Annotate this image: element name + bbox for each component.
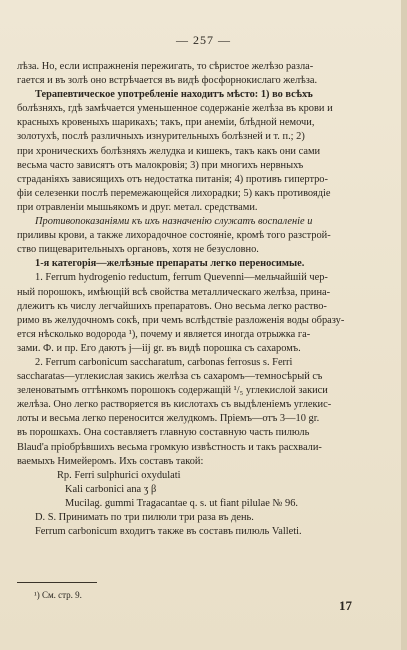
- text-line: римо въ желудочномъ сокѣ, при чемъ вслѣдствіе разложенія воды образу-: [17, 314, 345, 326]
- text-line: желѣза. Оно легко растворяется въ кислотахъ съ выдѣленіемъ углекис-: [17, 399, 332, 411]
- category-heading: 1-я категорія—желѣзные препараты легко переносимые.: [35, 258, 305, 270]
- section-heading-therapeutic-use: Терапевтическое употребленіе находитъ мѣсто: 1) во всѣхъ: [35, 89, 313, 101]
- text-line: ваемыхъ Нимейеромъ. Ихъ составъ такой:: [17, 455, 204, 467]
- prescription-line: Kali carbonici ana ʒ β: [65, 483, 157, 495]
- prescription-line: Rp. Ferri sulphurici oxydulati: [57, 469, 181, 481]
- text-line: приливы крови, а также лихорадочное состояніе, кромѣ того разстрой-: [17, 230, 331, 242]
- text-line: лоты и весьма легко переносится желудкомъ. Пріемъ—отъ 3—10 gr.: [17, 413, 320, 425]
- signature-mark: 17: [339, 598, 352, 613]
- text-line: золотухѣ, послѣ различныхъ изнурительныхъ болѣзней и т. п.; 2): [17, 131, 305, 143]
- text-line: весьма часто зависятъ отъ малокровія; 3) при многихъ нервныхъ: [17, 159, 304, 171]
- prescription-signa: D. S. Принимать по три пилюли три раза въ день.: [35, 512, 254, 523]
- text-line: зами. Ф. и пр. Его даютъ j—iij gr. въ видѣ порошка съ сахаромъ.: [17, 342, 301, 354]
- body-text: [17, 60, 392, 539]
- text-line: ство пищеварительныхъ органовъ, хотя не безусловно.: [17, 244, 259, 256]
- running-page-number: — 257 —: [176, 33, 231, 47]
- text-line: въ порошкахъ. Она составляетъ главную составную часть пилюль: [17, 427, 310, 439]
- text-line: красныхъ кровеныхъ шарикахъ; такъ, при анеміи, блѣдной немочи,: [17, 117, 315, 129]
- text-line: лѣза. Но, если испражненія пережигать, то сѣристое желѣзо разла-: [17, 61, 314, 72]
- text-line: страданіяхъ зависящихъ отъ недостатка питанія; 4) противъ гипертро-: [17, 173, 328, 185]
- text-line: saccharatas—углекислая закись желѣза съ сахаромъ—темносѣрый съ: [17, 371, 323, 383]
- text-line: гается и въ золѣ оно встрѣчается въ видѣ фосфорнокислаго желѣза.: [17, 75, 318, 87]
- item-1-ferrum-reductum: 1. Ferrum hydrogenio reductum, ferrum Quevennі—мельчайшій чер-: [35, 272, 328, 284]
- text-line: зеленоватымъ оттѣнкомъ порошокъ содержащій ¹/₅ углекислой закиси: [17, 385, 328, 397]
- text-line: при отравленіи мышьякомъ и друг. метал. средствами.: [17, 201, 258, 213]
- text-line: Blaud'а пріобрѣвшихъ весьма громкую извѣстность и такъ расхвали-: [17, 441, 322, 453]
- item-2-ferrum-carbonicum: 2. Ferrum carbonicum saccharatum, carbonas ferrosus s. Ferri: [35, 356, 293, 368]
- contraindications-paragraph: Противопоказаніями къ ихъ назначенію служатъ воспаленіе и: [35, 216, 313, 228]
- footnote: ¹) См. стр. 9.: [34, 590, 82, 600]
- text-line: фіи селезенки послѣ перемежающейся лихорадки; 5) какъ противоядіе: [17, 187, 331, 199]
- text-line: болѣзняхъ, гдѣ замѣчается уменьшенное содержаніе желѣза въ крови и: [17, 103, 333, 115]
- text-line: ный порошокъ, имѣющій всѣ свойства металлическаго желѣза, прина-: [17, 286, 331, 298]
- text-line: Ferrum carbonicum входитъ также въ составъ пилюль Valletі.: [35, 526, 302, 538]
- text-line: ется нѣсколько водорода ¹), почему и является иногда отрыжка га-: [17, 328, 311, 340]
- footnote-rule: [17, 582, 97, 583]
- text-line: при хроническихъ болѣзняхъ желудка и кишекъ, такъ какъ они сами: [17, 145, 321, 157]
- page-gutter-shadow: [401, 0, 407, 650]
- text-line: длежитъ къ числу легчайшихъ препаратовъ. Оно весьма легко раство-: [17, 300, 327, 312]
- prescription-line: Mucilag. gummi Tragacantae q. s. ut fiant pilulae № 96.: [65, 497, 298, 509]
